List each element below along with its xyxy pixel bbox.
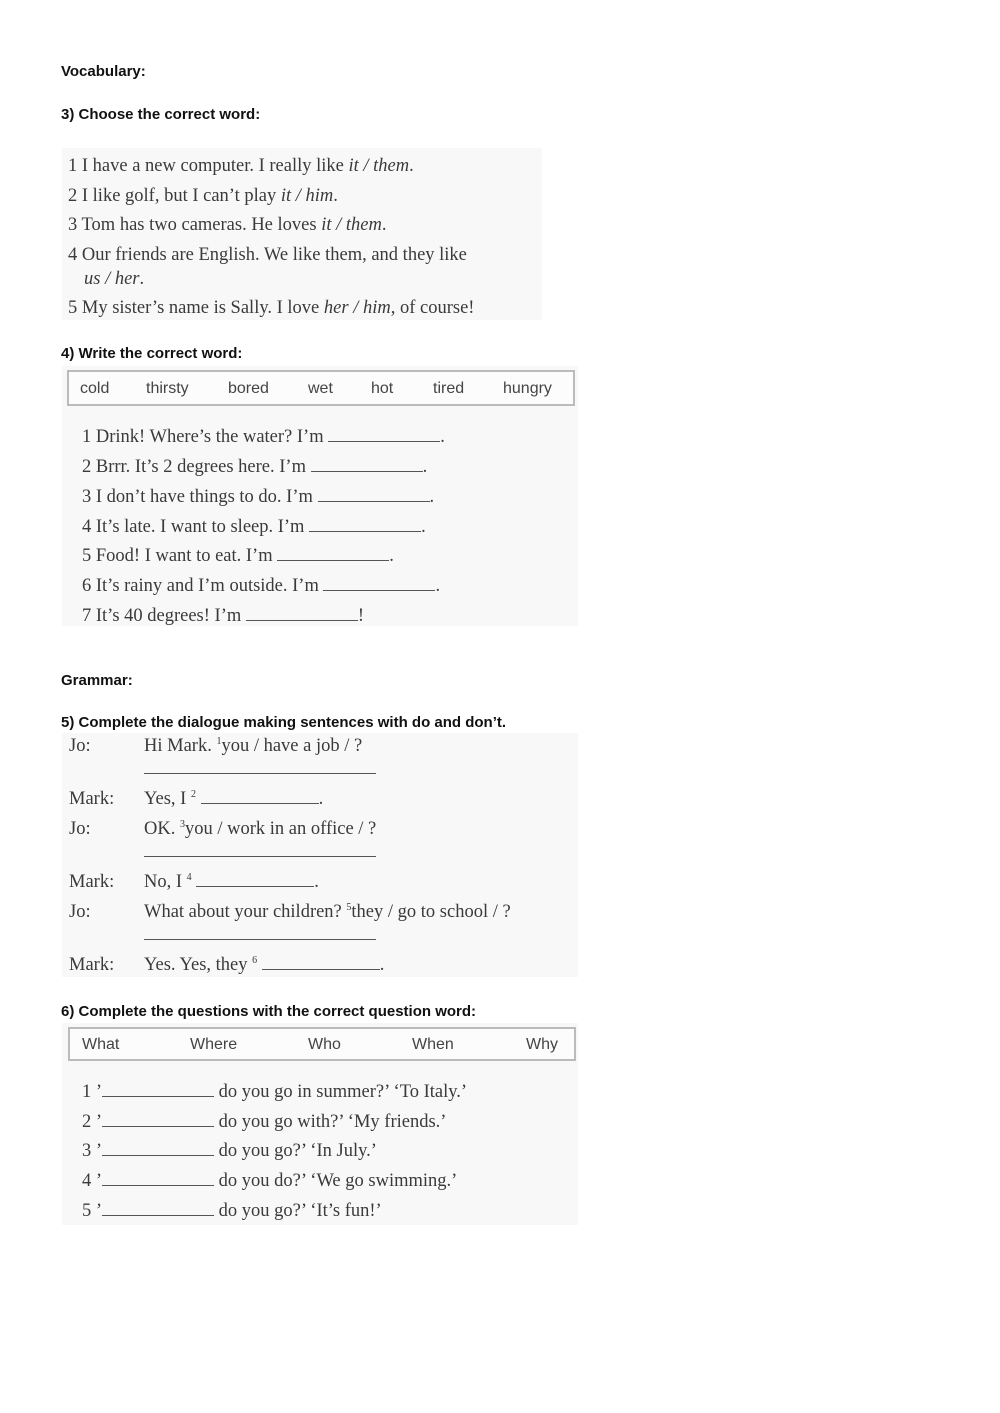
item-number: 6	[82, 576, 92, 596]
ex4-item	[82, 487, 434, 508]
item-text: My sister’s name is Sally. I love	[81, 298, 324, 318]
item-end: .	[429, 487, 435, 507]
item-number: 1	[68, 156, 78, 176]
line-text: No, I	[144, 872, 183, 893]
exercise-5-scan	[62, 733, 578, 977]
item-text: It’s late. I want to sleep. I’m	[95, 517, 305, 537]
item-text: do you go in summer?’ ‘To Italy.’	[218, 1082, 468, 1102]
item-text-end: .	[333, 186, 338, 206]
ex4-item	[82, 576, 440, 597]
exercise-6-scan	[62, 1023, 578, 1225]
item-number: 2	[82, 1112, 92, 1132]
item-end: .	[435, 576, 441, 596]
item-number: 5	[82, 546, 92, 566]
item-number: 3	[82, 1141, 92, 1161]
item-number: 3	[82, 487, 92, 507]
exercise-3-scan	[62, 148, 542, 320]
item-number: 3	[68, 215, 78, 235]
answer-blank[interactable]	[102, 1201, 214, 1216]
ex3-item	[68, 298, 474, 319]
word-option: hot	[371, 380, 394, 397]
speaker-label: Jo:	[69, 736, 91, 756]
line-prompt: you / have a job / ?	[221, 736, 363, 757]
gap-number: 4	[186, 872, 192, 883]
ex6-item: 4 ’ do you do?’ ‘We go swimming.’	[82, 1171, 458, 1191]
item-number: 4	[68, 245, 78, 265]
grammar-heading: Grammar:	[61, 672, 133, 689]
ex4-item	[82, 427, 445, 448]
item-text: I like golf, but I can’t play	[81, 186, 281, 206]
vocabulary-heading: Vocabulary:	[61, 63, 146, 80]
ex3-item	[68, 245, 467, 266]
ex4-item	[82, 546, 394, 567]
item-text: do you go?’ ‘It’s fun!’	[218, 1201, 382, 1221]
gap-number: 2	[190, 789, 196, 800]
speaker-label: Mark:	[69, 789, 115, 809]
item-text: I have a new computer. I really like	[81, 156, 349, 176]
speaker-label: Jo:	[69, 819, 91, 839]
item-number: 4	[82, 1171, 92, 1191]
question-word-box	[68, 1027, 576, 1061]
item-text-end: , of course!	[390, 298, 475, 318]
question-word-option: Why	[526, 1036, 558, 1053]
answer-blank[interactable]	[262, 955, 380, 970]
answer-blank[interactable]	[196, 872, 314, 887]
item-end: .	[389, 546, 394, 566]
item-text-end: .	[409, 156, 414, 176]
answer-blank[interactable]	[328, 427, 440, 442]
word-option: tired	[433, 380, 465, 397]
line-prompt: you / work in an office / ?	[184, 819, 377, 840]
item-number: 1	[82, 427, 92, 447]
item-text: I don’t have things to do. I’m	[95, 487, 313, 507]
answer-blank[interactable]	[102, 1112, 214, 1127]
question-word-option: When	[412, 1036, 454, 1053]
gap-number: 1	[216, 736, 222, 747]
word-option: thirsty	[146, 380, 189, 397]
item-text: do you do?’ ‘We go swimming.’	[218, 1171, 458, 1191]
speaker-label: Mark:	[69, 955, 115, 975]
ex6-item: 5 ’ do you go?’ ‘It’s fun!’	[82, 1201, 382, 1221]
line-text: Hi Mark.	[144, 736, 212, 757]
ex6-item: 3 ’ do you go?’ ‘In July.’	[82, 1141, 377, 1161]
ex4-item	[82, 517, 426, 538]
answer-blank[interactable]	[246, 606, 358, 621]
answer-blank[interactable]	[102, 1082, 214, 1097]
line-prompt: they / go to school / ?	[351, 902, 511, 923]
item-number: 2	[82, 457, 92, 477]
item-number: 5	[68, 298, 78, 318]
answer-blank[interactable]	[144, 925, 376, 940]
question-word-option: Who	[308, 1036, 341, 1053]
line-text: Yes. Yes, they	[144, 955, 248, 976]
answer-blank[interactable]	[201, 789, 319, 804]
item-end: !	[357, 606, 365, 626]
gap-number: 3	[179, 819, 185, 830]
speaker-label: Mark:	[69, 872, 115, 892]
item-text: Tom has two cameras. He loves	[81, 215, 322, 235]
question-word-option: Where	[190, 1036, 238, 1053]
answer-blank[interactable]	[102, 1141, 214, 1156]
item-end: .	[421, 517, 426, 537]
item-options[interactable]: it / them	[321, 215, 382, 235]
question-word-option: What	[82, 1036, 120, 1053]
item-number: 5	[82, 1201, 92, 1221]
item-number: 4	[82, 517, 92, 537]
exercise-3-heading: 3) Choose the correct word:	[61, 106, 261, 123]
dialogue-line	[144, 819, 376, 840]
answer-blank[interactable]	[318, 487, 430, 502]
dialogue-line	[144, 902, 511, 923]
item-end: .	[440, 427, 445, 447]
item-text: It’s 40 degrees! I’m	[95, 606, 242, 626]
answer-blank[interactable]	[102, 1171, 214, 1186]
ex3-item	[68, 156, 414, 177]
ex4-item	[82, 606, 364, 627]
exercise-6-heading: 6) Complete the questions with the correct question word:	[61, 1003, 477, 1020]
gap-number: 6	[252, 955, 258, 966]
item-text-end: .	[139, 269, 145, 289]
word-option: wet	[308, 380, 333, 397]
word-option: bored	[228, 380, 269, 397]
item-text: do you go?’ ‘In July.’	[218, 1141, 377, 1161]
item-options[interactable]: us / her	[84, 269, 140, 289]
ex3-item-continued	[84, 269, 144, 290]
item-text: Food! I want to eat. I’m	[95, 546, 273, 566]
dialogue-line	[144, 736, 362, 757]
speaker-label: Jo:	[69, 902, 91, 922]
item-end: .	[422, 457, 428, 477]
answer-blank[interactable]	[311, 457, 423, 472]
answer-blank[interactable]	[144, 759, 376, 774]
gap-number: 5	[346, 902, 352, 913]
item-text: Our friends are English. We like them, and they like	[81, 245, 467, 265]
item-text: do you go with?’ ‘My friends.’	[218, 1112, 447, 1132]
line-text: Yes, I	[144, 789, 187, 810]
item-options[interactable]: her / him	[323, 298, 391, 318]
item-text: Drink! Where’s the water? I’m	[95, 427, 324, 447]
ex6-item: 1 ’ do you go in summer?’ ‘To Italy.’	[82, 1082, 468, 1102]
line-text: What about your children?	[144, 902, 342, 923]
item-text: Brrr. It’s 2 degrees here. I’m	[95, 457, 306, 477]
ex3-item	[68, 186, 338, 207]
answer-blank[interactable]	[323, 576, 435, 591]
item-text-end: .	[381, 215, 387, 235]
exercise-5-heading: 5) Complete the dialogue making sentences with do and don’t.	[61, 714, 507, 731]
answer-blank[interactable]	[309, 517, 421, 532]
item-number: 1	[82, 1082, 92, 1102]
item-number: 7	[82, 606, 92, 626]
item-text: It’s rainy and I’m outside. I’m	[95, 576, 319, 596]
ex6-item: 2 ’ do you go with?’ ‘My friends.’	[82, 1112, 447, 1132]
ex3-item	[68, 215, 386, 236]
answer-blank[interactable]	[144, 842, 376, 857]
dialogue-line: No, I $^4$ .	[144, 872, 319, 893]
answer-blank[interactable]	[277, 546, 389, 561]
word-option: hungry	[503, 380, 552, 397]
word-option: cold	[80, 380, 110, 397]
line-text: OK.	[144, 819, 176, 840]
dialogue-line: Yes. Yes, they $^6$ .	[144, 955, 385, 976]
item-number: 2	[68, 186, 78, 206]
dialogue-line: Yes, I $^2$ .	[144, 789, 324, 810]
item-options[interactable]: it / them	[348, 156, 410, 176]
item-options[interactable]: it / him	[280, 186, 334, 206]
exercise-4-scan	[62, 366, 578, 626]
ex4-item	[82, 457, 427, 478]
word-box	[67, 370, 575, 406]
exercise-4-heading: 4) Write the correct word:	[61, 345, 243, 362]
